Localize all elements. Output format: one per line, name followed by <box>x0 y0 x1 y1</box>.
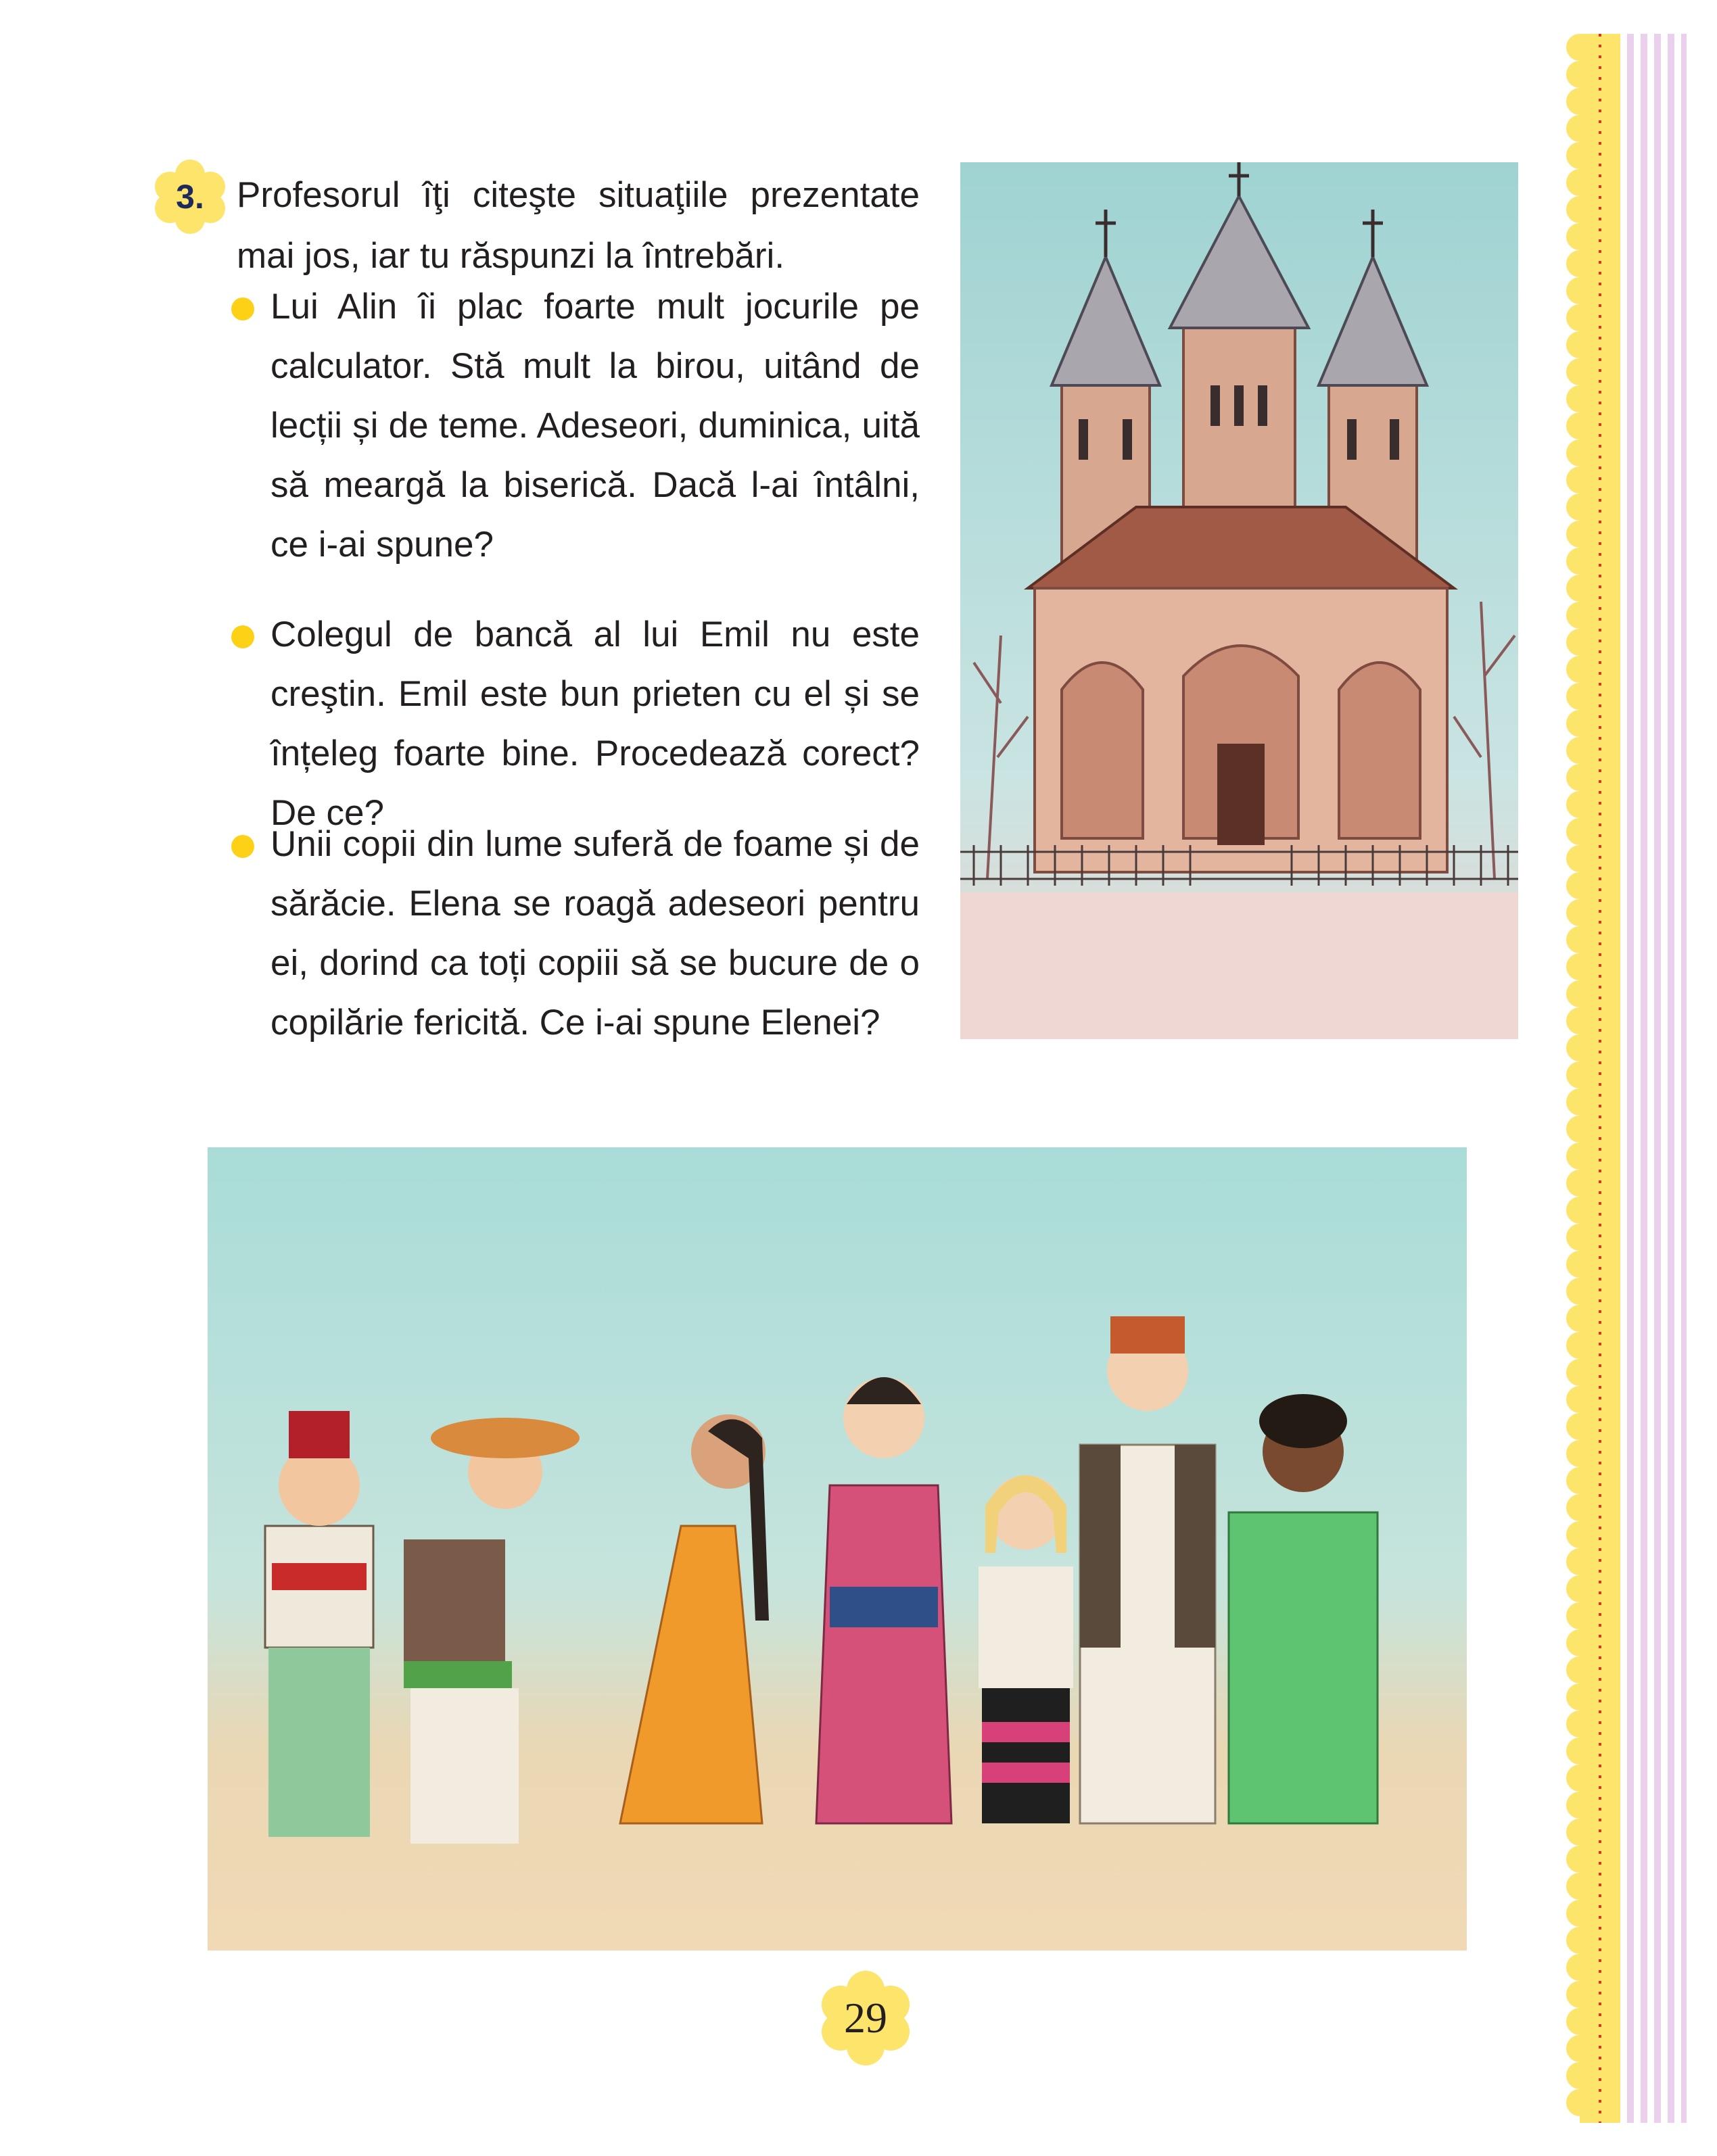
decorative-side-border <box>1565 34 1687 2123</box>
list-item-text: Unii copii din lume suferă de foame și de sărăcie. Elena se roagă adeseori pentru ei, dorind ca toți copiii să se bucure de o copilărie fericită. Ce i-ai spune Elenei? <box>271 824 920 1043</box>
page-number <box>818 1971 913 2065</box>
list-item-text: Lui Alin îi plac foarte mult jocurile pe calculator. Stă mult la birou, uitând de lecții și de teme. Adeseori, duminica, uită să meargă la biserică. Dacă l-ai întâlni, ce i-ai spune? <box>271 287 920 565</box>
church-illustration <box>960 162 1518 1039</box>
list-item <box>271 815 920 1053</box>
exercise-number: 3. <box>176 178 204 216</box>
list-item <box>271 277 920 575</box>
bullet-icon <box>231 297 254 320</box>
bullet-icon <box>231 625 254 648</box>
children-illustration <box>208 1147 1467 1950</box>
list-item-text: Colegul de bancă al lui Emil nu este creştin. Emil este bun prieten cu el și se înțeleg foarte bine. Procedează corect? De ce? <box>271 615 920 833</box>
exercise-intro: Profesorul îţi citeşte situaţiile prezentate mai jos, iar tu răspunzi la întrebări. <box>237 175 920 276</box>
bullet-icon <box>231 835 254 858</box>
page-number-text: 29 <box>844 1994 887 2042</box>
exercise-number-badge <box>153 160 227 234</box>
list-item <box>271 605 920 843</box>
